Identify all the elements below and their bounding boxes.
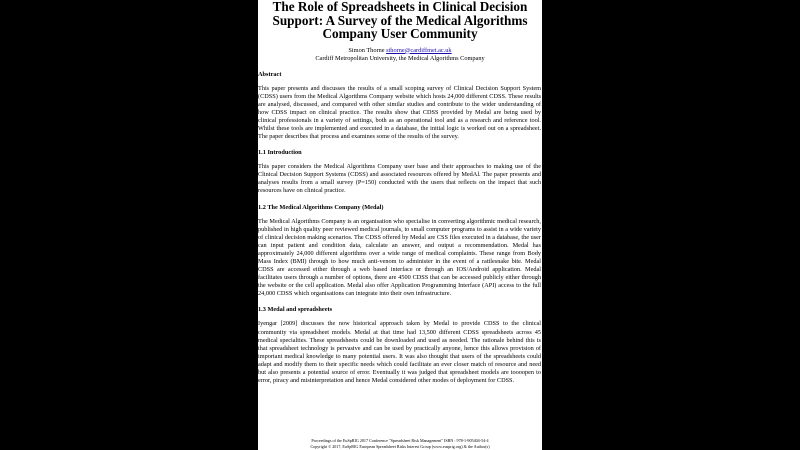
section-text-medal-spreadsheets: Iyengar [2009] discusses the now historical approach taken by Medal to provide CDSS to the clinical community via spreadsheet models. Medal at that time had 13,500 different CDSS spreadsheets across 45 medical specialties. These spreadsheets could be downloaded and used as needed. The rationale behind this is that spreadsheet technology is pervasive and can be used by practically anyone, hence this allows provision of important medical knowledge to many potential users. It was also thought that users of the spreadsheets could adapt and modify them to their specific needs which could facilitate an ever closer match of resource and need but also presents a potential source of error. Eventually it was judged that spreadsheet models are toooopen to error, piracy and misinterpretation and hence Medal considered other modes of deployment for CDSS. <box>258 320 541 385</box>
paper-body <box>258 71 542 386</box>
footer-copyright: Copyright © 2017, EuSpRIG European Spreadsheet Risks Interest Group (www.eusprig.org) & the Author(s) <box>310 443 490 449</box>
section-text-medal-company: The Medical Algorithms Company is an organisation who specialise in converting algorithmic medical research, published in high quality peer reviewed medical journals, to small computer programs to assist in a wide variety of clinical decision making scenarios. The CDSS offered by Medal are CSS files executed in a database, the user can input patient and condition data, calculate an answer, and output a recommendation. Medal has approximately 24,000 different algorithms over a wide range of medical complaints. These range from Body Mass Index (BMI) through to how much anti-venom to administer in the event of a rattlesnake bite. Medal CDSS are accessed either through a web based interface or through an IOS/Android application. Medal facilitates users through a number of options, there are 4500 CDSS that can be accessed publicly either through the website or the cell application. Medal also offer Application Programming Interface (API) access to the full 24,000 CDSS which organisations can integrate into their own infrastructure. <box>258 217 541 298</box>
author-line <box>258 47 542 55</box>
author-affiliation: Cardiff Metropolitan University, the Medical Algorithms Company <box>315 54 485 62</box>
paper-page <box>258 0 542 450</box>
section-heading-introduction: 1.1 Introduction <box>258 149 302 157</box>
section-heading-medal-spreadsheets: 1.3 Medal and spreadsheets <box>258 306 333 314</box>
footer-proceedings: Proceedings of the EuSpRIG 2017 Conference "Spreadsheet Risk Management" ISBN : 978-1-905404-54-4 <box>311 438 489 444</box>
author-name: Simon Thorne <box>348 46 385 54</box>
section-text-introduction: This paper considers the Medical Algorithms Company user base and their approaches to making use of the Clinical Decision Support Systems (CDSS) and associated resources offered by MedAl. The paper presents and analyses results from a small survey (P=150) conducted with the users that reflects on the impact that such resources have on clinical practice. <box>258 163 541 195</box>
author-block <box>258 47 542 63</box>
section-heading-medal-company: 1.2 The Medical Algorithms Company (Medal) <box>258 203 384 211</box>
section-text-abstract: This paper presents and discusses the results of a small scoping survey of Clinical Decision Support System (CDSS) users from the Medical Algorithms Company website which hosts 24,000 different CDSS. These results are analysed, discussed, and compared with other similar studies and contribute to the wider understanding of how CDSS impact on clinical practice. The results show that CDSS provided by Medal are being used by clinical professionals in a variety of settings, both as an operational tool and as a research and reference tool. Whilst these tools are implemented and executed in a database, the initial logic is worked out on a spreadsheet. The paper describes that process and examines some of the results of the survey. <box>258 84 541 141</box>
author-email-link[interactable]: sthorne@cardiffmet.ac.uk <box>386 46 452 54</box>
page-footer <box>258 438 542 449</box>
paper-title: The Role of Spreadsheets in Clinical Decision Support: A Survey of the Medical Algorithms Company User Community <box>272 0 528 41</box>
section-heading-abstract: Abstract <box>258 70 282 78</box>
